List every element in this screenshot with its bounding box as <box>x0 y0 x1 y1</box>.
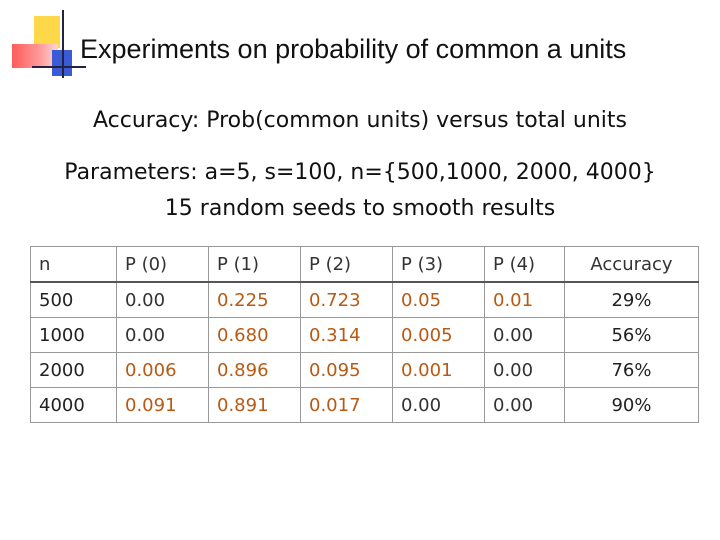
cell-p1: 0.225 <box>209 282 301 318</box>
cell-p4: 0.00 <box>485 388 565 423</box>
table-header-row <box>31 247 699 283</box>
cell-p1: 0.896 <box>209 353 301 388</box>
cell-p3: 0.05 <box>393 282 485 318</box>
cell-p2: 0.095 <box>301 353 393 388</box>
slide-title: Experiments on probability of common a units <box>80 34 627 64</box>
cell-p0: 0.00 <box>117 282 209 318</box>
slide-subtitle: Accuracy: Prob(common units) versus total units <box>92 108 627 133</box>
cell-accuracy: 56% <box>565 318 699 353</box>
cell-p2: 0.017 <box>301 388 393 423</box>
cell-accuracy: 29% <box>565 282 699 318</box>
cell-accuracy: 76% <box>565 353 699 388</box>
cell-p4: 0.00 <box>485 353 565 388</box>
cell-p1: 0.891 <box>209 388 301 423</box>
cell-n: 2000 <box>31 353 117 388</box>
table-row <box>31 388 699 423</box>
header-p3: P (3) <box>393 247 485 283</box>
cell-p3: 0.005 <box>393 318 485 353</box>
cell-p4: 0.01 <box>485 282 565 318</box>
header-p2: P (2) <box>301 247 393 283</box>
seeds-note: 15 random seeds to smooth results <box>164 196 556 221</box>
cell-p3: 0.001 <box>393 353 485 388</box>
cell-p0: 0.00 <box>117 318 209 353</box>
cell-n: 4000 <box>31 388 117 423</box>
logo-horizontal-line <box>32 66 86 68</box>
cell-p0: 0.091 <box>117 388 209 423</box>
cell-p1: 0.680 <box>209 318 301 353</box>
parameters-block <box>0 155 720 227</box>
header-n: n <box>31 247 117 283</box>
table-row <box>31 353 699 388</box>
results-table <box>30 246 699 423</box>
table-row <box>31 318 699 353</box>
header-p0: P (0) <box>117 247 209 283</box>
cell-p2: 0.723 <box>301 282 393 318</box>
slide-logo-decoration <box>0 0 90 90</box>
cell-p4: 0.00 <box>485 318 565 353</box>
parameters-line: Parameters: a=5, s=100, n={500,1000, 2000, 4000} <box>64 160 656 185</box>
cell-p3: 0.00 <box>393 388 485 423</box>
cell-p2: 0.314 <box>301 318 393 353</box>
table-row <box>31 282 699 318</box>
header-p1: P (1) <box>209 247 301 283</box>
header-accuracy: Accuracy <box>565 247 699 283</box>
cell-p0: 0.006 <box>117 353 209 388</box>
cell-n: 500 <box>31 282 117 318</box>
header-p4: P (4) <box>485 247 565 283</box>
cell-n: 1000 <box>31 318 117 353</box>
cell-accuracy: 90% <box>565 388 699 423</box>
